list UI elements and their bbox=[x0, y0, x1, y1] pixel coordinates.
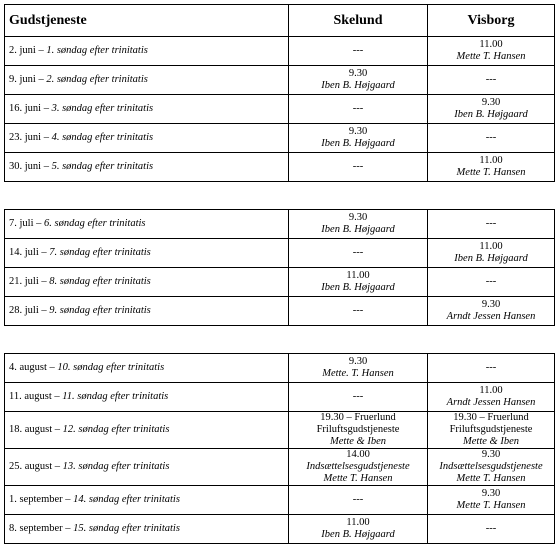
sunday-name: 11. søndag efter trinitatis bbox=[62, 391, 169, 402]
skelund-time: 11.00 bbox=[346, 270, 370, 281]
header-row bbox=[5, 5, 555, 37]
skelund-cell bbox=[289, 239, 428, 268]
skelund-cell bbox=[289, 383, 428, 412]
visborg-time: --- bbox=[485, 132, 497, 143]
service-date: 30. juni – bbox=[9, 161, 52, 172]
visborg-cell bbox=[428, 515, 555, 544]
service-row bbox=[5, 486, 555, 515]
service-row bbox=[5, 268, 555, 297]
service-row bbox=[5, 515, 555, 544]
skelund-detail: Mette. T. Hansen bbox=[322, 368, 394, 379]
service-date: 9. juni – bbox=[9, 74, 47, 85]
skelund-cell bbox=[289, 268, 428, 297]
service-date-cell bbox=[5, 124, 289, 153]
service-date-cell bbox=[5, 210, 289, 239]
visborg-detail: Mette T. Hansen bbox=[456, 51, 526, 62]
skelund-cell bbox=[289, 354, 428, 383]
skelund-detail: Mette T. Hansen bbox=[323, 473, 393, 484]
sunday-name: 9. søndag efter trinitatis bbox=[49, 305, 151, 316]
skelund-time: --- bbox=[352, 103, 364, 114]
visborg-detail: Iben B. Højgaard bbox=[454, 109, 528, 120]
visborg-time: --- bbox=[485, 362, 497, 373]
sunday-name: 10. søndag efter trinitatis bbox=[57, 362, 165, 373]
sunday-name: 6. søndag efter trinitatis bbox=[44, 218, 146, 229]
skelund-time: 9.30 bbox=[348, 212, 368, 223]
visborg-time: 9.30 bbox=[481, 449, 501, 460]
service-date: 28. juli – bbox=[9, 305, 50, 316]
service-date: 21. juli – bbox=[9, 276, 50, 287]
skelund-cell bbox=[289, 210, 428, 239]
visborg-time: --- bbox=[485, 523, 497, 534]
visborg-detail: Mette T. Hansen bbox=[456, 473, 526, 484]
skelund-time: --- bbox=[352, 494, 364, 505]
skelund-detail: Iben B. Højgaard bbox=[321, 80, 395, 91]
visborg-detail: Mette T. Hansen bbox=[456, 167, 526, 178]
header-visborg: Visborg bbox=[428, 5, 555, 37]
skelund-cell bbox=[289, 297, 428, 326]
service-date-cell bbox=[5, 354, 289, 383]
service-date-cell bbox=[5, 268, 289, 297]
sunday-name: 7. søndag efter trinitatis bbox=[49, 247, 151, 258]
visborg-time: 9.30 bbox=[481, 299, 501, 310]
skelund-cell bbox=[289, 37, 428, 66]
visborg-time: 11.00 bbox=[479, 39, 503, 50]
skelund-time: --- bbox=[352, 161, 364, 172]
skelund-time: 9.30 bbox=[348, 126, 368, 137]
visborg-time: 11.00 bbox=[479, 155, 503, 166]
skelund-time: 9.30 bbox=[348, 356, 368, 367]
service-date-cell bbox=[5, 66, 289, 95]
service-date-cell bbox=[5, 486, 289, 515]
service-row bbox=[5, 239, 555, 268]
skelund-detail: Iben B. Højgaard bbox=[321, 224, 395, 235]
visborg-time: --- bbox=[485, 218, 497, 229]
skelund-time: 19.30 – Fruerlund bbox=[320, 412, 396, 423]
section-gap-cell bbox=[5, 326, 555, 354]
skelund-cell bbox=[289, 124, 428, 153]
skelund-cell bbox=[289, 515, 428, 544]
visborg-cell bbox=[428, 383, 555, 412]
sunday-name: 2. søndag efter trinitatis bbox=[46, 74, 148, 85]
header-gudstjeneste: Gudstjeneste bbox=[5, 5, 289, 37]
sunday-name: 1. søndag efter trinitatis bbox=[46, 45, 148, 56]
service-date-cell bbox=[5, 297, 289, 326]
service-date-cell bbox=[5, 153, 289, 182]
skelund-cell bbox=[289, 66, 428, 95]
service-row bbox=[5, 449, 555, 486]
service-date: 25. august – bbox=[9, 461, 63, 472]
skelund-time: 14.00 bbox=[346, 449, 370, 460]
visborg-cell bbox=[428, 449, 555, 486]
skelund-time: --- bbox=[352, 45, 364, 56]
sunday-name: 12. søndag efter trinitatis bbox=[62, 424, 170, 435]
skelund-detail: Friluftsgudstjeneste bbox=[316, 424, 400, 435]
visborg-cell bbox=[428, 66, 555, 95]
sunday-name: 3. søndag efter trinitatis bbox=[51, 103, 154, 114]
service-date: 7. juli – bbox=[9, 218, 45, 229]
service-date-cell bbox=[5, 449, 289, 486]
service-date: 8. september – bbox=[9, 523, 74, 534]
skelund-detail: Iben B. Højgaard bbox=[321, 138, 395, 149]
service-date-cell bbox=[5, 239, 289, 268]
visborg-cell bbox=[428, 153, 555, 182]
service-row bbox=[5, 412, 555, 449]
service-row bbox=[5, 37, 555, 66]
service-date: 14. juli – bbox=[9, 247, 50, 258]
service-row bbox=[5, 354, 555, 383]
header-skelund: Skelund bbox=[289, 5, 428, 37]
service-date-cell bbox=[5, 412, 289, 449]
visborg-cell bbox=[428, 268, 555, 297]
visborg-time: 19.30 – Fruerlund bbox=[453, 412, 529, 423]
sunday-name: 13. søndag efter trinitatis bbox=[62, 461, 170, 472]
schedule-body bbox=[5, 37, 555, 544]
service-row bbox=[5, 383, 555, 412]
service-date-cell bbox=[5, 95, 289, 124]
skelund-detail: Indsættelsesgudstjeneste bbox=[306, 461, 410, 472]
visborg-detail: Friluftsgudstjeneste bbox=[449, 424, 533, 435]
service-row bbox=[5, 210, 555, 239]
visborg-time: --- bbox=[485, 276, 497, 287]
skelund-time: 9.30 bbox=[348, 68, 368, 79]
skelund-detail: Mette & Iben bbox=[330, 436, 386, 447]
service-date: 4. august – bbox=[9, 362, 58, 373]
skelund-cell bbox=[289, 95, 428, 124]
skelund-time: --- bbox=[352, 247, 364, 258]
service-date: 23. juni – bbox=[9, 132, 52, 143]
visborg-detail: Mette T. Hansen bbox=[456, 500, 526, 511]
sunday-name: 5. søndag efter trinitatis bbox=[51, 161, 154, 172]
service-row bbox=[5, 124, 555, 153]
sunday-name: 14. søndag efter trinitatis bbox=[73, 494, 180, 505]
visborg-time: --- bbox=[485, 74, 497, 85]
service-row bbox=[5, 153, 555, 182]
section-gap bbox=[5, 326, 555, 354]
visborg-cell bbox=[428, 412, 555, 449]
visborg-cell bbox=[428, 95, 555, 124]
visborg-cell bbox=[428, 354, 555, 383]
visborg-cell bbox=[428, 124, 555, 153]
visborg-cell bbox=[428, 239, 555, 268]
visborg-time: 9.30 bbox=[481, 488, 501, 499]
visborg-detail: Mette & Iben bbox=[463, 436, 519, 447]
visborg-cell bbox=[428, 210, 555, 239]
skelund-time: --- bbox=[352, 391, 364, 402]
sunday-name: 15. søndag efter trinitatis bbox=[73, 523, 180, 534]
sunday-name: 4. søndag efter trinitatis bbox=[51, 132, 154, 143]
service-row bbox=[5, 95, 555, 124]
service-date: 1. september – bbox=[9, 494, 74, 505]
skelund-cell bbox=[289, 153, 428, 182]
skelund-cell bbox=[289, 412, 428, 449]
service-date: 11. august – bbox=[9, 391, 63, 402]
visborg-detail: Arndt Jessen Hansen bbox=[446, 397, 536, 408]
skelund-cell bbox=[289, 486, 428, 515]
skelund-time: --- bbox=[352, 305, 364, 316]
visborg-cell bbox=[428, 37, 555, 66]
visborg-cell bbox=[428, 486, 555, 515]
section-gap bbox=[5, 182, 555, 210]
skelund-detail: Iben B. Højgaard bbox=[321, 282, 395, 293]
skelund-cell bbox=[289, 449, 428, 486]
service-date: 18. august – bbox=[9, 424, 63, 435]
service-date: 2. juni – bbox=[9, 45, 47, 56]
section-gap-cell bbox=[5, 182, 555, 210]
service-date: 16. juni – bbox=[9, 103, 52, 114]
service-date-cell bbox=[5, 37, 289, 66]
service-row bbox=[5, 297, 555, 326]
service-date-cell bbox=[5, 515, 289, 544]
visborg-detail: Indsættelsesgudstjeneste bbox=[439, 461, 543, 472]
visborg-time: 9.30 bbox=[481, 97, 501, 108]
visborg-cell bbox=[428, 297, 555, 326]
visborg-time: 11.00 bbox=[479, 385, 503, 396]
sunday-name: 8. søndag efter trinitatis bbox=[49, 276, 151, 287]
service-date-cell bbox=[5, 383, 289, 412]
visborg-detail: Arndt Jessen Hansen bbox=[446, 311, 536, 322]
service-row bbox=[5, 66, 555, 95]
skelund-time: 11.00 bbox=[346, 517, 370, 528]
church-service-schedule-table bbox=[4, 4, 555, 544]
visborg-time: 11.00 bbox=[479, 241, 503, 252]
visborg-detail: Iben B. Højgaard bbox=[454, 253, 528, 264]
skelund-detail: Iben B. Højgaard bbox=[321, 529, 395, 540]
